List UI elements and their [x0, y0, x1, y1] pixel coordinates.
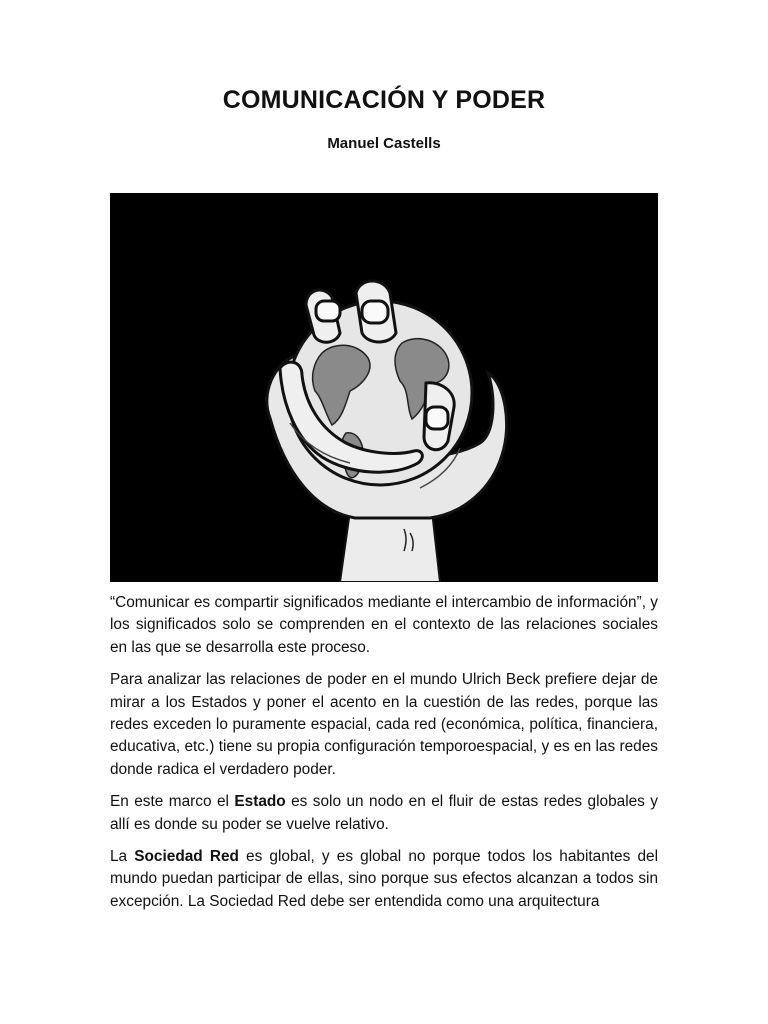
- paragraph-3: [110, 791, 658, 836]
- paragraph-1: “Comunicar es compartir significados mediante el intercambio de información”, y los significados solo se comprenden en el contexto de las relaciones sociales en las que se desarrolla este proceso.: [110, 594, 658, 656]
- paragraph-2: Para analizar las relaciones de poder en el mundo Ulrich Beck prefiere dejar de mirar a los Estados y poner el acento en la cuestión de las redes, porque las redes exceden lo puramente espacial, cada red (económica, política, financiera, educativa, etc.) tiene su propia configuración temporoespacial, y es en las redes donde radica el verdadero poder.: [110, 671, 658, 778]
- paragraph-3-start: En este marco el: [110, 793, 235, 811]
- paragraph-3-end: es solo un nodo en el fluir de estas redes globales y allí es donde su poder se vuelve relativo.: [110, 793, 658, 833]
- article-body: [110, 592, 658, 923]
- paragraph-4-start: La: [110, 848, 135, 866]
- paragraph-4-end: es global, y es global no porque todos los habitantes del mundo puedan participar de ellas, sino porque sus efectos alcanzan a todos sin excepción. La Sociedad Red debe ser entendida como una arquitectura: [110, 848, 658, 910]
- document-title: COMUNICACIÓN Y PODER: [222, 86, 546, 114]
- fist-globe-icon: [110, 193, 658, 582]
- term-sociedad-red: Sociedad Red: [134, 848, 239, 866]
- cover-illustration: [110, 193, 658, 582]
- document-author: Manuel Castells: [327, 135, 441, 152]
- paragraph-4: [110, 846, 658, 913]
- term-estado: Estado: [234, 793, 286, 811]
